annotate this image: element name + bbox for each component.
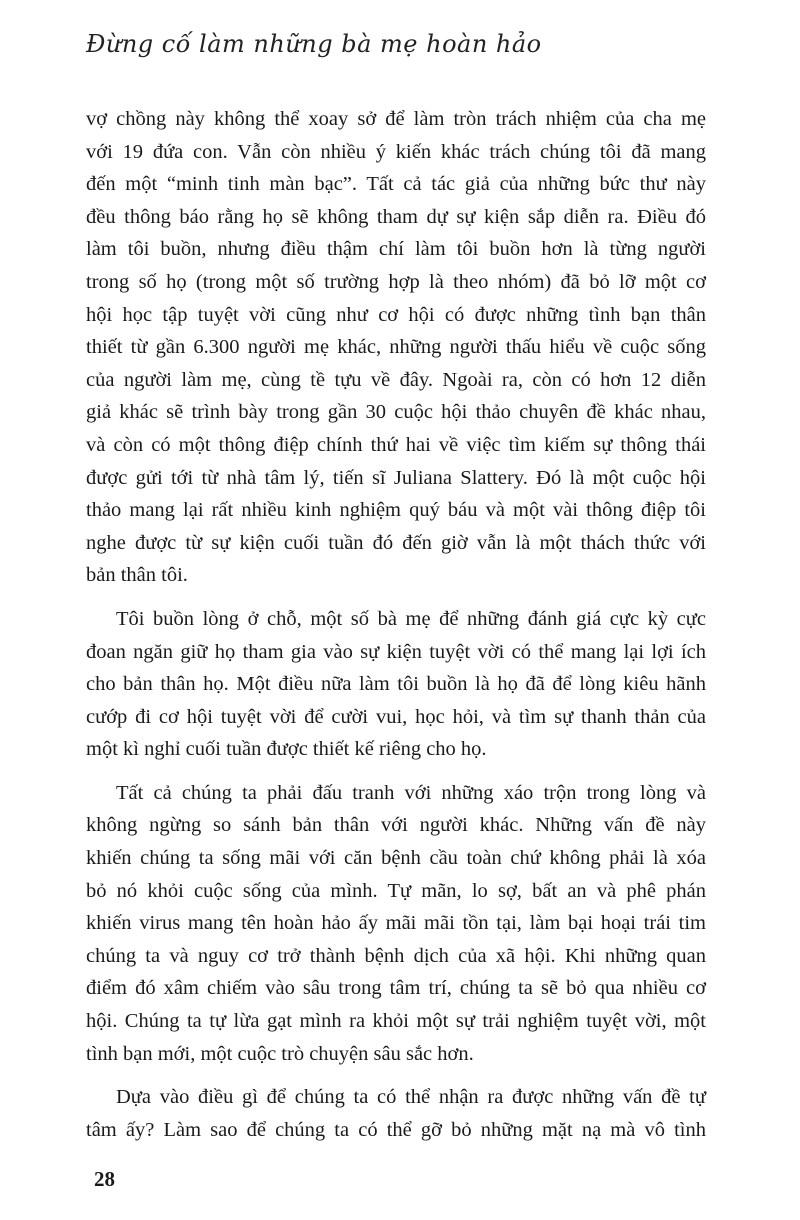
paragraph-4 (86, 1081, 706, 1146)
text-line: giả khác sẽ trình bày trong gần 30 cuộc hội thảo chuyên đề khác nhau, (86, 401, 706, 424)
text-line: bản thân tôi. (86, 564, 188, 587)
text-line: chúng ta và nguy cơ trở thành bệnh dịch của xã hội. Khi những quan (86, 944, 706, 967)
text-line: điểm đó xâm chiếm vào sâu trong tâm trí, chúng ta sẽ bỏ qua nhiều cơ (86, 977, 706, 1000)
running-header: Đừng cố làm những bà mẹ hoàn hảo (86, 30, 542, 58)
text-line: vợ chồng này không thể xoay sở để làm tròn trách nhiệm của cha mẹ (86, 108, 706, 130)
body-text (86, 103, 706, 1157)
text-line: được gửi tới từ nhà tâm lý, tiến sĩ Juliana Slattery. Đó là một cuộc hội (86, 466, 706, 489)
paragraph-1 (86, 103, 706, 592)
text-line: thiết từ gần 6.300 người mẹ khác, những người thấu hiểu về cuộc sống (86, 336, 706, 359)
text-line: và còn có một thông điệp chính thứ hai về việc tìm kiếm sự thông thái (86, 433, 706, 456)
text-line: Dựa vào điều gì để chúng ta có thể nhận ra được những vấn đề tự (116, 1086, 706, 1109)
text-line: Tất cả chúng ta phải đấu tranh với những xáo trộn trong lòng và (116, 781, 706, 804)
text-line: khiến chúng ta sống mãi với căn bệnh cầu toàn chứ không phải là xóa (86, 847, 706, 870)
text-line: Tôi buồn lòng ở chỗ, một số bà mẹ để những đánh giá cực kỳ cực (116, 607, 706, 630)
paragraph-2 (86, 603, 706, 766)
text-line: nghe được từ sự kiện cuối tuần đó đến giờ vẫn là một thách thức với (86, 531, 706, 554)
text-line: không ngừng so sánh bản thân với người khác. Những vấn đề này (86, 814, 706, 837)
paragraph-3 (86, 777, 706, 1070)
text-line: cướp đi cơ hội tuyệt vời để cười vui, học hỏi, và tìm sự thanh thản của (86, 705, 706, 728)
text-line: với 19 đứa con. Vẫn còn nhiều ý kiến khác trách chúng tôi đã mang (86, 140, 706, 163)
text-line: đều thông báo rằng họ sẽ không tham dự sự kiện sắp diễn ra. Điều đó (86, 205, 706, 228)
text-line: một kì nghỉ cuối tuần được thiết kế riêng cho họ. (86, 738, 487, 761)
text-line: làm tôi buồn, nhưng điều thậm chí làm tôi buồn hơn là từng người (86, 238, 706, 261)
page-number: 28 (94, 1167, 115, 1191)
text-line: hội. Chúng ta tự lừa gạt mình ra khỏi một sự trải nghiệm tuyệt vời, một (86, 1010, 706, 1033)
text-line: khiến virus mang tên hoàn hảo ấy mãi mãi tồn tại, làm bại hoại trái tim (86, 912, 706, 935)
text-line: tình bạn mới, một cuộc trò chuyện sâu sắc hơn. (86, 1042, 474, 1065)
text-line: đến một “minh tinh màn bạc”. Tất cả tác giả của những bức thư này (86, 173, 706, 196)
text-line: trong số họ (trong một số trường hợp là theo nhóm) đã bỏ lỡ một cơ (86, 270, 706, 293)
text-line: thảo mang lại rất nhiều kinh nghiệm quý báu và một vài thông điệp tôi (86, 499, 706, 522)
text-line: tâm ấy? Làm sao để chúng ta có thể gỡ bỏ những mặt nạ mà vô tình (86, 1118, 706, 1141)
text-line: cho bản thân họ. Một điều nữa làm tôi buồn là họ đã để lòng kiêu hãnh (86, 673, 706, 696)
text-line: bỏ nó khỏi cuộc sống của mình. Tự mãn, lo sợ, bất an và phê phán (86, 879, 706, 902)
text-line: của người làm mẹ, cùng tề tựu về đây. Ngoài ra, còn có hơn 12 diễn (86, 368, 706, 391)
text-line: đoan ngăn giữ họ tham gia vào sự kiện tuyệt vời có thể mang lại lợi ích (86, 640, 706, 663)
text-line: hội học tập tuyệt vời cũng như cơ hội có được những tình bạn thân (86, 303, 706, 326)
